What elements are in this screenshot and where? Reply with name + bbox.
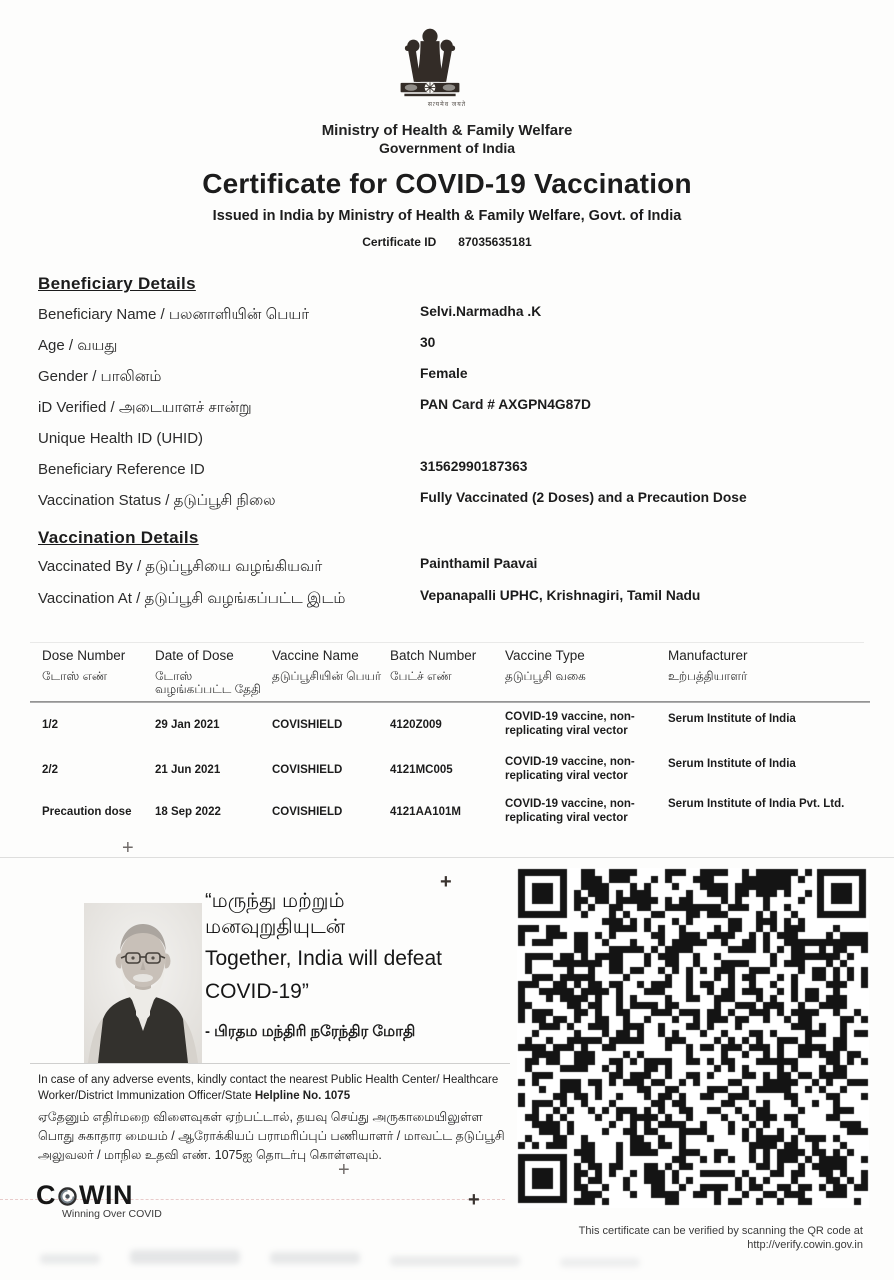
pm-modi-photo — [84, 903, 202, 1063]
beneficiary-row — [38, 368, 874, 399]
beneficiary-row — [38, 461, 874, 492]
dose-date: 21 Jun 2021 — [155, 764, 221, 776]
column-header: Vaccine Type — [505, 648, 585, 663]
field-label: Gender / பாலினம் — [38, 368, 162, 385]
dose-number: 2/2 — [42, 764, 58, 776]
dose-table-header — [0, 648, 894, 698]
table-header-rule — [30, 701, 870, 703]
vaccination-row — [38, 590, 874, 622]
field-value: Painthamil Paavai — [420, 556, 538, 571]
column-header: Dose Number — [42, 648, 126, 663]
dose-date: 29 Jan 2021 — [155, 719, 220, 731]
vaccine-name: COVISHIELD — [272, 764, 343, 776]
certificate-id — [0, 235, 894, 249]
beneficiary-details-heading: Beneficiary Details — [38, 274, 196, 293]
manufacturer: Serum Institute of India — [668, 758, 796, 770]
quote-english-line1: Together, India will defeat — [205, 947, 442, 970]
vaccine-type: COVID-19 vaccine, non-replicating viral vector — [505, 711, 635, 737]
field-value: Vepanapalli UPHC, Krishnagiri, Tamil Nadu — [420, 588, 701, 603]
table-row — [0, 797, 894, 841]
pm-quote-block — [205, 888, 510, 1042]
field-label: Unique Health ID (UHID) — [38, 430, 204, 447]
beneficiary-row — [38, 306, 874, 337]
scan-artifact — [130, 1250, 240, 1264]
verify-line1: This certificate can be verified by scanning the QR code at — [578, 1225, 863, 1237]
vaccination-details — [38, 558, 874, 622]
column-header: Manufacturer — [668, 648, 748, 663]
batch-number: 4121MC005 — [390, 764, 453, 776]
dose-date: 18 Sep 2022 — [155, 806, 221, 818]
field-label: Vaccination At / தடுப்பூசி வழங்கப்பட்ட இடம் — [38, 590, 346, 607]
column-header: Vaccine Name — [272, 648, 359, 663]
field-label: Age / வயது — [38, 337, 118, 354]
qr-verification-note — [517, 1224, 869, 1252]
beneficiary-row — [38, 337, 874, 368]
government-name: Government of India — [378, 140, 516, 156]
table-top-rule — [30, 642, 864, 643]
batch-number: 4121AA101M — [390, 806, 461, 818]
column-header-tamil: பேட்ச் எண் — [390, 669, 452, 683]
section-rule — [30, 1063, 510, 1064]
emblem-motto: सत्यमेव जयते — [427, 102, 467, 108]
quote-attribution: - பிரதம மந்திரி நரேந்திர மோதி — [205, 1023, 416, 1040]
beneficiary-details — [38, 306, 874, 523]
certificate-title: Certificate for COVID-19 Vaccination — [202, 168, 692, 199]
table-row — [0, 710, 894, 754]
certificate-id-value: 87035635181 — [458, 235, 532, 249]
cowin-swirl-icon — [57, 1186, 78, 1207]
quote-tamil-line2: மனவுறுதியுடன் — [205, 916, 346, 938]
adverse-notice-text: In case of any adverse events, kindly contact the nearest Public Health Center/ Healthcare Worker/District Immunization Officer/State — [38, 1074, 499, 1102]
registration-mark-icon: + — [440, 871, 452, 893]
dose-number: Precaution dose — [42, 806, 132, 818]
vaccine-type: COVID-19 vaccine, non-replicating viral vector — [505, 798, 635, 824]
certificate-subtitle: Issued in India by Ministry of Health & Family Welfare, Govt. of India — [212, 208, 682, 224]
cowin-tagline: Winning Over COVID — [62, 1208, 162, 1220]
certificate-id-label: Certificate ID — [362, 235, 437, 249]
column-header: Date of Dose — [155, 648, 234, 663]
column-header-tamil: தடுப்பூசி வகை — [505, 669, 586, 683]
registration-mark-icon: + — [338, 1159, 350, 1181]
quote-english-line2: COVID-19” — [205, 980, 309, 1003]
cowin-logo-c: C — [36, 1179, 56, 1210]
registration-mark-icon: + — [468, 1189, 480, 1211]
ministry-name: Ministry of Health & Family Welfare — [321, 122, 573, 139]
field-value: 31562990187363 — [420, 459, 528, 474]
manufacturer: Serum Institute of India Pvt. Ltd. — [668, 798, 845, 810]
table-row — [0, 755, 894, 799]
manufacturer: Serum Institute of India — [668, 713, 796, 725]
vaccine-name: COVISHIELD — [272, 719, 343, 731]
scan-artifact — [560, 1258, 640, 1267]
vaccine-type: COVID-19 vaccine, non-replicating viral vector — [505, 756, 635, 782]
dose-number: 1/2 — [42, 719, 58, 731]
column-header: Batch Number — [390, 648, 477, 663]
batch-number: 4120Z009 — [390, 719, 442, 731]
column-header-tamil: டோஸ் வழங்கப்பட்ட தேதி — [155, 669, 261, 696]
field-label: Beneficiary Name / பலனாளியின் பெயர் — [38, 306, 310, 323]
field-value: 30 — [420, 335, 436, 350]
beneficiary-row — [38, 492, 874, 523]
beneficiary-row — [38, 399, 874, 430]
field-value: Selvi.Narmadha .K — [420, 304, 542, 319]
field-label: iD Verified / அடையாளச் சான்று — [38, 399, 252, 416]
india-national-emblem-icon — [387, 24, 473, 98]
adverse-events-notice-en — [38, 1072, 516, 1104]
registration-mark-icon: + — [122, 837, 134, 859]
cowin-logo — [36, 1180, 133, 1210]
helpline-number: Helpline No. 1075 — [254, 1090, 351, 1102]
field-value: Female — [420, 366, 468, 381]
column-header-tamil: தடுப்பூசியின் பெயர் — [272, 669, 382, 683]
field-value: PAN Card # AXGPN4G87D — [420, 397, 591, 412]
section-rule — [0, 857, 894, 858]
verify-line2: http://verify.cowin.gov.in — [747, 1239, 863, 1251]
qr-code — [517, 868, 869, 1208]
column-header-tamil: உற்பத்தியாளர் — [668, 669, 748, 683]
vaccination-row — [38, 558, 874, 590]
beneficiary-row — [38, 430, 874, 461]
vaccination-details-heading: Vaccination Details — [38, 528, 199, 547]
field-value: Fully Vaccinated (2 Doses) and a Precaution Dose — [420, 490, 747, 505]
scan-artifact — [40, 1254, 100, 1264]
field-label: Beneficiary Reference ID — [38, 461, 205, 478]
vaccine-name: COVISHIELD — [272, 806, 343, 818]
scan-artifact — [270, 1252, 360, 1264]
column-header-tamil: டோஸ் எண் — [42, 669, 108, 683]
adverse-events-notice-ta: ஏதேனும் எதிர்மறை விளைவுகள் ஏற்பட்டால், தயவு செய்து அருகாமையிலுள்ள பொது சுகாதார மையம் / ஆரோக்கியப் பராமரிப்புப் பணியாளர் / மாவட்ட தடுப்பூசி அலுவலர் / மாநில உதவி எண். 1075ஐ தொடர்பு கொள்ளவும். — [38, 1110, 505, 1162]
field-label: Vaccination Status / தடுப்பூசி நிலை — [38, 492, 276, 509]
quote-tamil-line1: “மருந்து மற்றும் — [205, 890, 345, 912]
field-label: Vaccinated By / தடுப்பூசியை வழங்கியவர் — [38, 558, 323, 575]
scan-artifact — [390, 1256, 520, 1266]
cowin-logo-win: WIN — [79, 1179, 133, 1210]
